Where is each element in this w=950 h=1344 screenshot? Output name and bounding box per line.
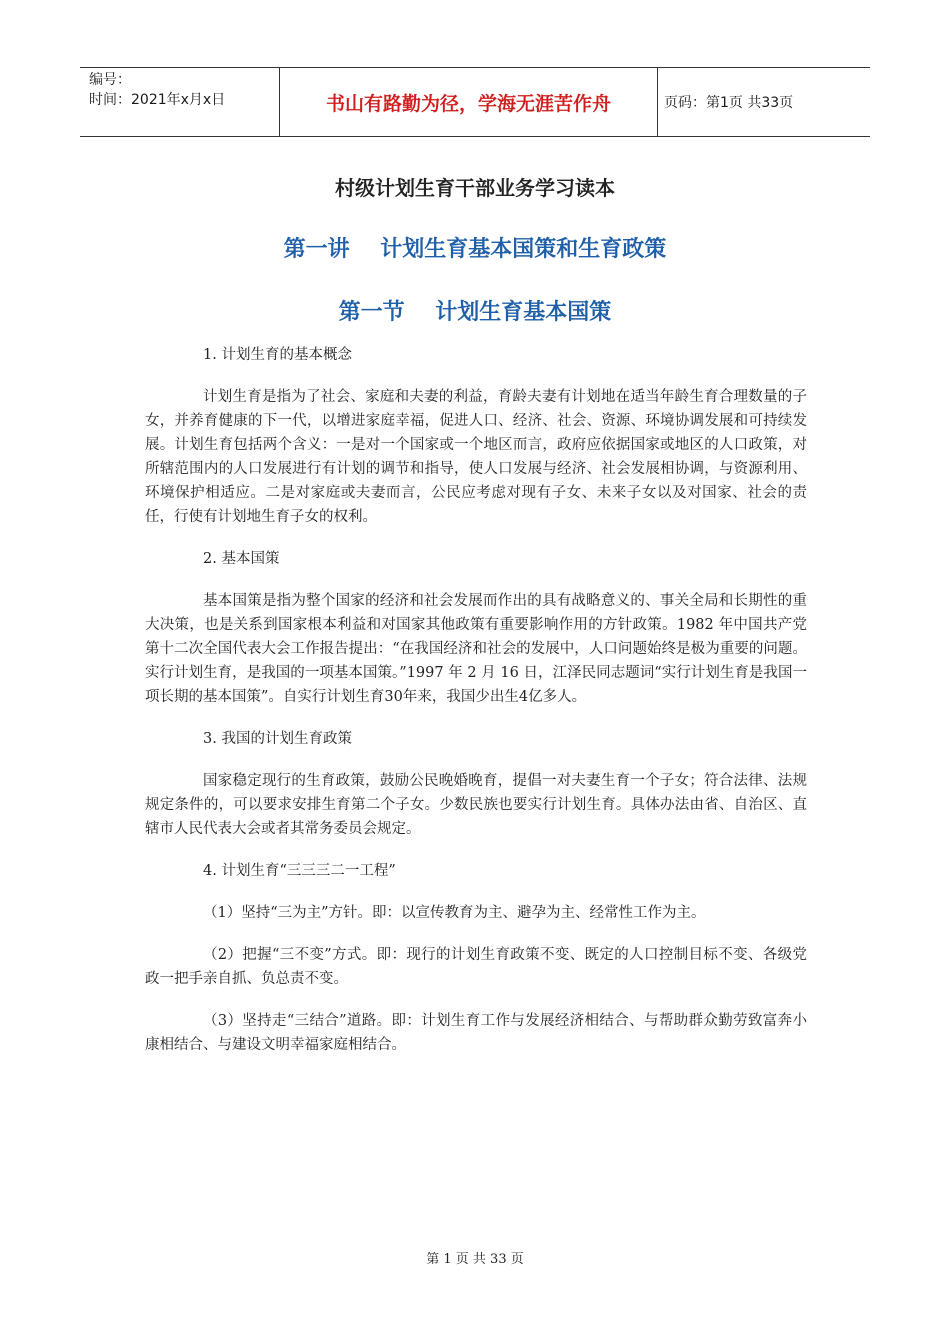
subheading-birth-policy: 3. 我国的计划生育政策 xyxy=(203,731,352,747)
time-label: 时间：2021年x月x日 xyxy=(89,92,226,108)
number-label: 编号： xyxy=(89,72,131,88)
document-body xyxy=(145,343,807,1075)
subheading-project: 4. 计划生育“三三三二一工程” xyxy=(203,863,396,879)
subheading-basic-policy: 2. 基本国策 xyxy=(203,551,280,567)
header-motto: 书山有路勤为径，学海无涯苦作舟 xyxy=(280,68,658,136)
list-item-2: （2）把握“三不变”方式。即：现行的计划生育政策不变、既定的人口控制目标不变、各级党政一把手亲自抓、负总责不变。 xyxy=(145,947,807,987)
header-page-info: 页码：第1页 共33页 xyxy=(664,95,794,111)
lecture-heading: 第一讲 计划生育基本国策和生育政策 xyxy=(283,237,667,262)
subheading-concept: 1. 计划生育的基本概念 xyxy=(203,347,352,363)
header-meta xyxy=(80,68,280,136)
document-title: 村级计划生育干部业务学习读本 xyxy=(335,176,615,200)
paragraph-birth-policy: 国家稳定现行的生育政策，鼓励公民晚婚晚育，提倡一对夫妻生育一个子女；符合法律、法规规定条件的，可以要求安排生育第二个子女。少数民族也要实行计划生育。具体办法由省、自治区、直辖市人民代表大会或者其常务委员会规定。 xyxy=(145,773,807,837)
page-footer: 第 1 页 共 33 页 xyxy=(426,1252,524,1267)
paragraph-basic-policy: 基本国策是指为整个国家的经济和社会发展而作出的具有战略意义的、事关全局和长期性的重大决策，也是关系到国家根本利益和对国家其他政策有重要影响作用的方针政策。1982 年中国共产党第十二次全国代表大会工作报告提出：“在我国经济和社会的发展中，人口问题始终是极为重要的问题。实行计划生育，是我国的一项基本国策。”1997 年 2 月 16 日，江泽民同志题词“实行计划生育是我国一项长期的基本国策”。自实行计划生育30年来，我国少出生4亿多人。 xyxy=(145,593,807,705)
list-item-1: （1）坚持“三为主”方针。即：以宣传教育为主、避孕为主、经常性工作为主。 xyxy=(203,905,706,921)
section-heading: 第一节 计划生育基本国策 xyxy=(338,300,612,325)
list-item-3: （3）坚持走“三结合”道路。即：计划生育工作与发展经济相结合、与帮助群众勤劳致富奔小康相结合、与建设文明幸福家庭相结合。 xyxy=(145,1013,807,1053)
paragraph-concept: 计划生育是指为了社会、家庭和夫妻的利益，育龄夫妻有计划地在适当年龄生育合理数量的子女，并养育健康的下一代，以增进家庭幸福，促进人口、经济、社会、资源、环境协调发展和可持续发展。计划生育包括两个含义：一是对一个国家或一个地区而言，政府应依据国家或地区的人口政策，对所辖范围内的人口发展进行有计划的调节和指导，使人口发展与经济、社会发展相协调，与资源利用、环境保护相适应。二是对家庭或夫妻而言，公民应考虑对现有子女、未来子女以及对国家、社会的责任，行使有计划地生育子女的权利。 xyxy=(145,389,807,525)
page-header xyxy=(80,67,870,137)
